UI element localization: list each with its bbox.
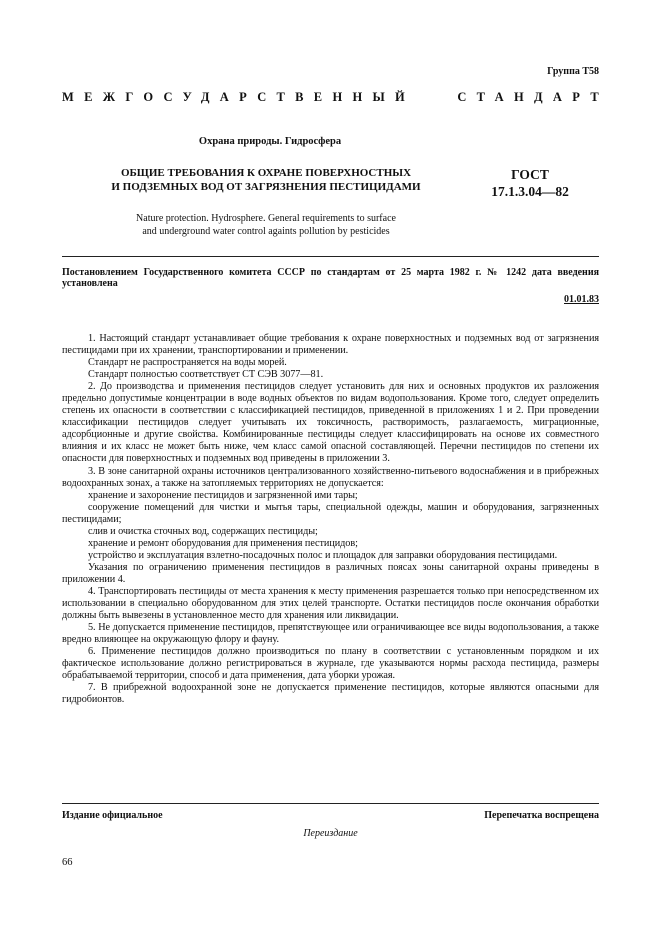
decree-text: Постановлением Государственного комитета СССР по стандартам от 25 марта 1982 г. № 1242 дата введения установлена <box>62 267 599 289</box>
document-title <box>82 166 450 194</box>
english-title-line-2: and underground water control againts pollution by pesticides <box>142 225 390 237</box>
banner-interstate: МЕЖГОСУДАРСТВЕННЫЙ <box>62 90 416 104</box>
effective-date: 01.01.83 <box>564 294 599 305</box>
gost-designation <box>470 166 590 200</box>
english-title-line-1: Nature protection. Hydrosphere. General requirements to surface <box>136 213 396 224</box>
paragraph: 1. Настоящий стандарт устанавливает общие требования к охране поверхностных и подземных вод от загрязнения пестицидами при их хранении, транспортировании и применении. <box>62 333 599 357</box>
paragraph: 4. Транспортировать пестициды от места хранения к месту применения разрешается только при непосредственном их использовании в специально оборудованном для этих целей транспорте. Остатки пестицидов после окончания обработки должны быть вывезены в установленное место для хранения или ликвидации. <box>62 585 599 622</box>
paragraph: 5. Не допускается применение пестицидов, препятствующее или ограничивающее все виды водопользования, а также вредно влияющее на окружающую флору и фауну. <box>62 622 599 646</box>
paragraph: 7. В прибрежной водоохранной зоне не допускается применение пестицидов, которые являются опасными для гидробионтов. <box>62 682 599 706</box>
list-item: слив и очистка сточных вод, содержащих пестициды; <box>88 525 318 537</box>
list-item: хранение и ремонт оборудования для применения пестицидов; <box>88 537 358 549</box>
list-item: устройство и эксплуатация взлетно-посадочных полос и площадок для заправки оборудования пестицидами. <box>88 549 558 561</box>
paragraph: 3. В зоне санитарной охраны источников централизованного хозяйственно-питьевого водоснабжения и в прибрежных водоохранных зонах, а также на затопляемых территориях не допускается: <box>62 465 599 489</box>
footer-divider <box>62 803 599 804</box>
banner-standard: СТАНДАРТ <box>457 90 609 104</box>
paragraph: 2. До производства и применения пестицидов следует установить для них и основных продуктов их разложения предельно допустимые концентрации в воде водных объектов по видам водопользования. Кроме того, следует определить степень их опасности в соответствии с классификацией пестицидов, приведенной в приложениях 1 и 2. При проведении классификации пестицидов следует учитывать их токсичность, растворимость, разлагаемость, миграционные, адсорбционные и другие свойства. Комбинированные пестициды следует классифицировать на основе их совместного влияния и их класс не может быть ниже, чем класс самой опасной составляющей. Перечни пестицидов по степени их опасности для поверхностных и подземных вод приведены в приложении 3. <box>62 381 599 465</box>
title-line-1: ОБЩИЕ ТРЕБОВАНИЯ К ОХРАНЕ ПОВЕРХНОСТНЫХ <box>120 167 412 179</box>
paragraph: Стандарт не распространяется на воды морей. <box>88 357 287 369</box>
paragraph: 6. Применение пестицидов должно производиться по плану в соответствии с установленным порядком и их фактическое использование должно регистрироваться в журнале, где указываются нормы расхода пестицида, размеры обрабатываемой территории, способ и дата применения, дата уборки урожая. <box>62 646 599 682</box>
official-edition-label: Издание официальное <box>62 810 163 821</box>
standard-banner <box>62 90 609 105</box>
list-item: хранение и захоронение пестицидов и загрязненной ими тары; <box>88 489 358 501</box>
paragraph: Указания по ограничению применения пестицидов в различных поясах зоны санитарной охраны приведены в приложении 4. <box>62 561 599 585</box>
header-divider <box>62 256 599 257</box>
subject-area: Охрана природы. Гидросфера <box>198 136 342 147</box>
document-body <box>62 333 599 706</box>
gost-number: 17.1.3.04—82 <box>491 184 569 199</box>
reprint-prohibited-label: Перепечатка воспрещена <box>484 810 599 821</box>
list-item: сооружение помещений для чистки и мытья тары, специальной одежды, машин и оборудования, загрязненных пестицидами; <box>62 501 599 525</box>
title-line-2: И ПОДЗЕМНЫХ ВОД ОТ ЗАГРЯЗНЕНИЯ ПЕСТИЦИДАМИ <box>111 181 421 193</box>
english-title <box>96 213 436 238</box>
group-code: Группа Т58 <box>547 66 599 77</box>
gost-label: ГОСТ <box>511 167 549 182</box>
page-number: 66 <box>62 857 73 868</box>
reissue-label: Переиздание <box>303 828 358 839</box>
paragraph: Стандарт полностью соответствует СТ СЭВ 3077—81. <box>88 369 324 381</box>
